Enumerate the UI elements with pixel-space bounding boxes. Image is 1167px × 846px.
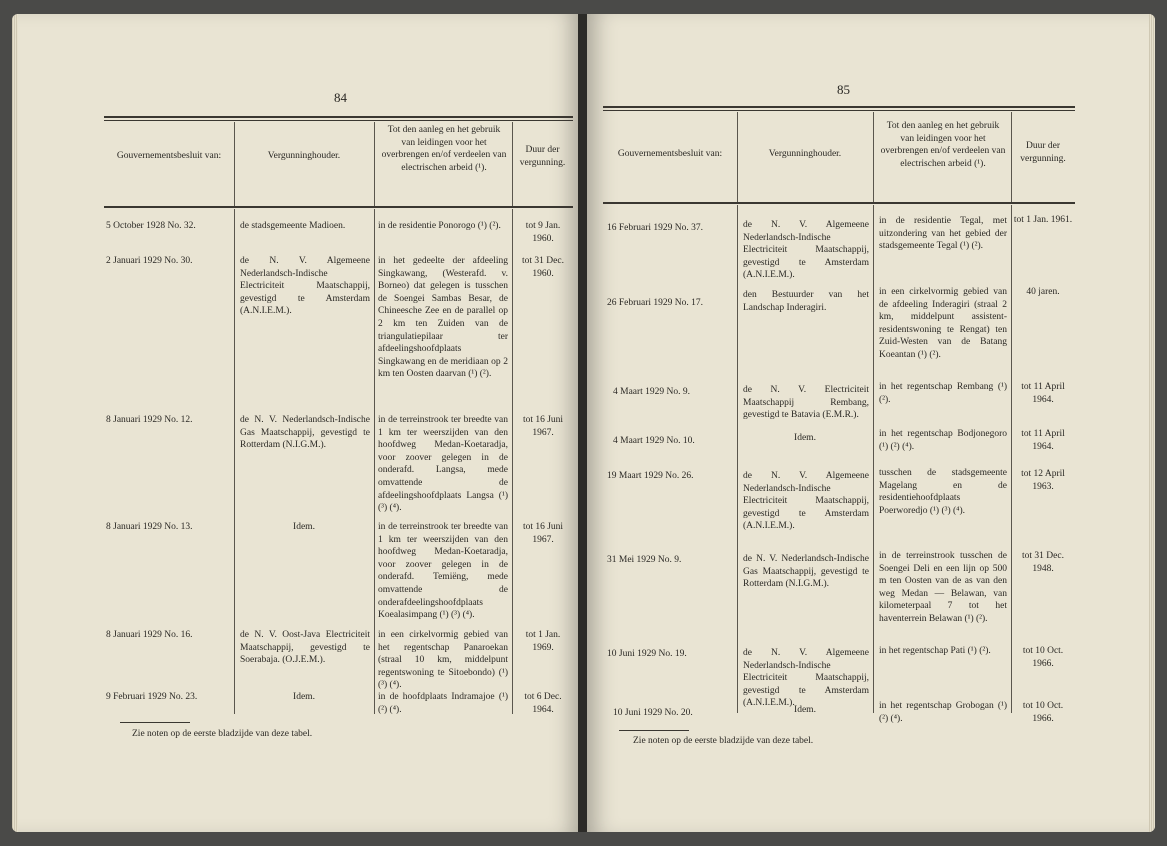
row-holder: de N. V. Algemeene Nederlandsch-Indische Electriciteit Maatschappij, gevestigd te Amsterdam (A.N.I.E.M.). xyxy=(743,648,869,709)
row-area: in het regentschap Rembang (¹) (²). xyxy=(879,382,1007,405)
header-top-rule-thin xyxy=(104,120,573,121)
page-edge xyxy=(12,14,18,832)
book-spread xyxy=(12,14,1155,832)
row-holder: de N. V. Electriciteit Maatschappij Rembang, gevestigd te Batavia (E.M.R.). xyxy=(743,385,869,421)
row-decree: 4 Maart 1929 No. 9. xyxy=(613,387,691,397)
column-divider xyxy=(873,205,874,713)
row-duration: tot 1 Jan. 1961. xyxy=(1013,215,1073,225)
row-holder: de N. V. Algemeene Nederlandsch-Indische Electriciteit Maatschappij, gevestigd te Amsterdam (A.N.I.E.M.). xyxy=(743,471,869,532)
left-page xyxy=(12,14,580,832)
row-duration: tot 31 Dec. 1948. xyxy=(1022,551,1064,574)
row-decree: 10 Juni 1929 No. 20. xyxy=(613,708,693,718)
right-page xyxy=(587,14,1155,832)
row-area: in de hoofdplaats Indramajoe (¹) (²) (⁴). xyxy=(378,692,508,715)
row-holder: Idem. xyxy=(794,705,816,715)
row-duration: tot 12 April 1963. xyxy=(1021,469,1065,492)
row-area: in het regentschap Grobogan (¹) (²) (⁴). xyxy=(879,701,1007,724)
row-area: in het regentschap Bodjonegoro (¹) (²) (⁴). xyxy=(879,429,1007,452)
row-area: in de terreinstrook ter breedte van 1 km ter weerszijden van den hoofdweg Medan-Koetaradja, voor zoover gelegen in de onderafd. Temiëng, mede omvattende de onderafdeelingshoofdplaats Koealasimpang (¹) (³) (⁴). xyxy=(378,522,508,621)
header-area: Tot den aanleg en het gebruik van leidingen voor het overbrengen en/of verdeelen van electrischen arbeid (¹). xyxy=(381,125,507,173)
column-divider xyxy=(873,112,874,202)
row-holder: den Bestuurder van het Landschap Inderagiri. xyxy=(743,290,869,313)
row-holder: de N. V. Algemeene Nederlandsch-Indische Electriciteit Maatschappij, gevestigd te Amsterdam (A.N.I.E.M.). xyxy=(743,220,869,281)
row-area: in de terreinstrook tusschen de Soengei Deli en een lijn op 500 m ten Oosten van de as van den weg Medan — Belawan, van kilometerpaal 7 tot het haventerrein Belawan (¹) (²). xyxy=(879,551,1007,624)
row-holder: Idem. xyxy=(293,692,315,702)
row-duration: tot 16 Juni 1967. xyxy=(522,415,564,438)
row-duration: tot 31 Dec. 1960. xyxy=(522,256,564,279)
header-decree: Gouvernementsbesluit van: xyxy=(617,149,723,159)
row-holder: de N. V. Nederlandsch-Indische Gas Maatschappij, gevestigd te Rotterdam (N.I.G.M.). xyxy=(240,415,370,451)
column-divider xyxy=(234,122,235,206)
row-holder: de N. V. Nederlandsch-Indische Gas Maatschappij, gevestigd te Rotterdam (N.I.G.M.). xyxy=(743,554,869,590)
column-divider xyxy=(737,205,738,713)
row-area: in de terreinstrook ter breedte van 1 km ter weerszijden van den hoofdweg Medan-Koetaradja, voor zoover gelegen in de onderafd. Langsa, mede omvattende de afdeelingshoofdplaats Langsa (¹) (³) (⁴). xyxy=(378,415,508,514)
row-duration: tot 6 Dec. 1964. xyxy=(524,692,562,715)
row-holder: de N. V. Oost-Java Electriciteit Maatschappij, gevestigd te Soerabaja. (O.J.E.M.). xyxy=(240,630,370,666)
row-decree: 26 Februari 1929 No. 17. xyxy=(607,298,704,308)
row-decree: 31 Mei 1929 No. 9. xyxy=(607,555,682,565)
header-holder: Vergunninghouder. xyxy=(267,151,341,161)
header-bottom-rule xyxy=(104,206,573,208)
row-decree: 19 Maart 1929 No. 26. xyxy=(607,471,694,481)
row-area: in het gedeelte der afdeeling Singkawang, (Westerafd. v. Borneo) dat gelegen is tusschen de Soengei Sambas Besar, de Chineesche Zee en de parallel op 2 km ten Zuiden van de triangulatiepilaar ter afdeelingshoofdplaats Singkawang en de meridiaan op 2 km ten Oosten daarvan (¹) (²). xyxy=(378,256,508,380)
row-area: in de residentie Tegal, met uitzondering van het gebied der stadsgemeente Tegal (¹) (²). xyxy=(879,216,1007,252)
column-divider xyxy=(234,209,235,714)
header-area: Tot den aanleg en het gebruik van leidingen voor het overbrengen en/of verdeelen van electrischen arbeid (¹). xyxy=(880,121,1006,169)
row-area: in een cirkelvormig gebied van de afdeeling Inderagiri (straal 2 km, middelpunt assistent-residentswoning te Rengat) ten Zuid-Westen van de Batang Koeantan (¹) (²). xyxy=(879,287,1007,360)
header-top-rule-thin xyxy=(603,110,1075,111)
row-decree: 9 Februari 1929 No. 23. xyxy=(106,692,198,702)
row-duration: tot 11 April 1964. xyxy=(1021,382,1065,405)
page-number: 84 xyxy=(334,90,347,105)
row-duration: tot 10 Oct. 1966. xyxy=(1022,701,1064,724)
page-edge xyxy=(1149,14,1155,832)
header-bottom-rule xyxy=(603,202,1075,204)
row-area: in de residentie Ponorogo (¹) (²). xyxy=(378,221,501,231)
row-decree: 8 Januari 1929 No. 16. xyxy=(106,630,193,640)
row-decree: 16 Februari 1929 No. 37. xyxy=(607,223,704,233)
footnote: Zie noten op de eerste bladzijde van deze tabel. xyxy=(633,736,814,746)
row-holder: Idem. xyxy=(293,522,315,532)
footnote: Zie noten op de eerste bladzijde van deze tabel. xyxy=(132,729,313,739)
header-top-rule xyxy=(104,116,573,118)
column-divider xyxy=(1011,205,1012,713)
row-area: in een cirkelvormig gebied van het regentschap Panaroekan (straal 10 km, middelpunt regentswoning te Sitoebondo) (¹) (³) (⁴). xyxy=(378,630,508,691)
row-duration: 40 jaren. xyxy=(1026,287,1060,297)
footnote-rule xyxy=(120,722,190,723)
page-number: 85 xyxy=(837,82,850,97)
row-decree: 4 Maart 1929 No. 10. xyxy=(613,436,695,446)
header-holder: Vergunninghouder. xyxy=(768,149,842,159)
row-duration: tot 11 April 1964. xyxy=(1021,429,1065,452)
row-decree: 5 October 1928 No. 32. xyxy=(106,221,196,231)
header-duration: Duur der vergunning. xyxy=(1020,141,1066,164)
row-decree: 10 Juni 1929 No. 19. xyxy=(607,649,687,659)
row-duration: tot 10 Oct. 1966. xyxy=(1022,646,1064,669)
row-area: in het regentschap Pati (¹) (²). xyxy=(879,646,991,656)
row-holder: de N. V. Algemeene Nederlandsch-Indische Electriciteit Maatschappij, gevestigd te Amsterdam (A.N.I.E.M.). xyxy=(240,256,370,317)
row-decree: 8 Januari 1929 No. 13. xyxy=(106,522,193,532)
header-duration: Duur der vergunning. xyxy=(519,145,566,168)
footnote-rule xyxy=(619,730,689,731)
row-duration: tot 16 Juni 1967. xyxy=(522,522,564,545)
column-divider xyxy=(512,209,513,714)
column-divider xyxy=(374,122,375,206)
row-holder: de stadsgemeente Madioen. xyxy=(240,221,346,231)
header-top-rule xyxy=(603,106,1075,108)
header-decree: Gouvernementsbesluit van: xyxy=(116,151,222,161)
row-area: tusschen de stadsgemeente Magelang en de residentiehoofdplaats Poerworedjo (¹) (³) (⁴). xyxy=(879,468,1007,516)
column-divider xyxy=(374,209,375,714)
row-decree: 2 Januari 1929 No. 30. xyxy=(106,256,193,266)
row-duration: tot 1 Jan. 1969. xyxy=(525,630,561,653)
row-duration: tot 9 Jan. 1960. xyxy=(525,221,561,244)
row-holder: Idem. xyxy=(794,433,816,443)
row-decree: 8 Januari 1929 No. 12. xyxy=(106,415,193,425)
